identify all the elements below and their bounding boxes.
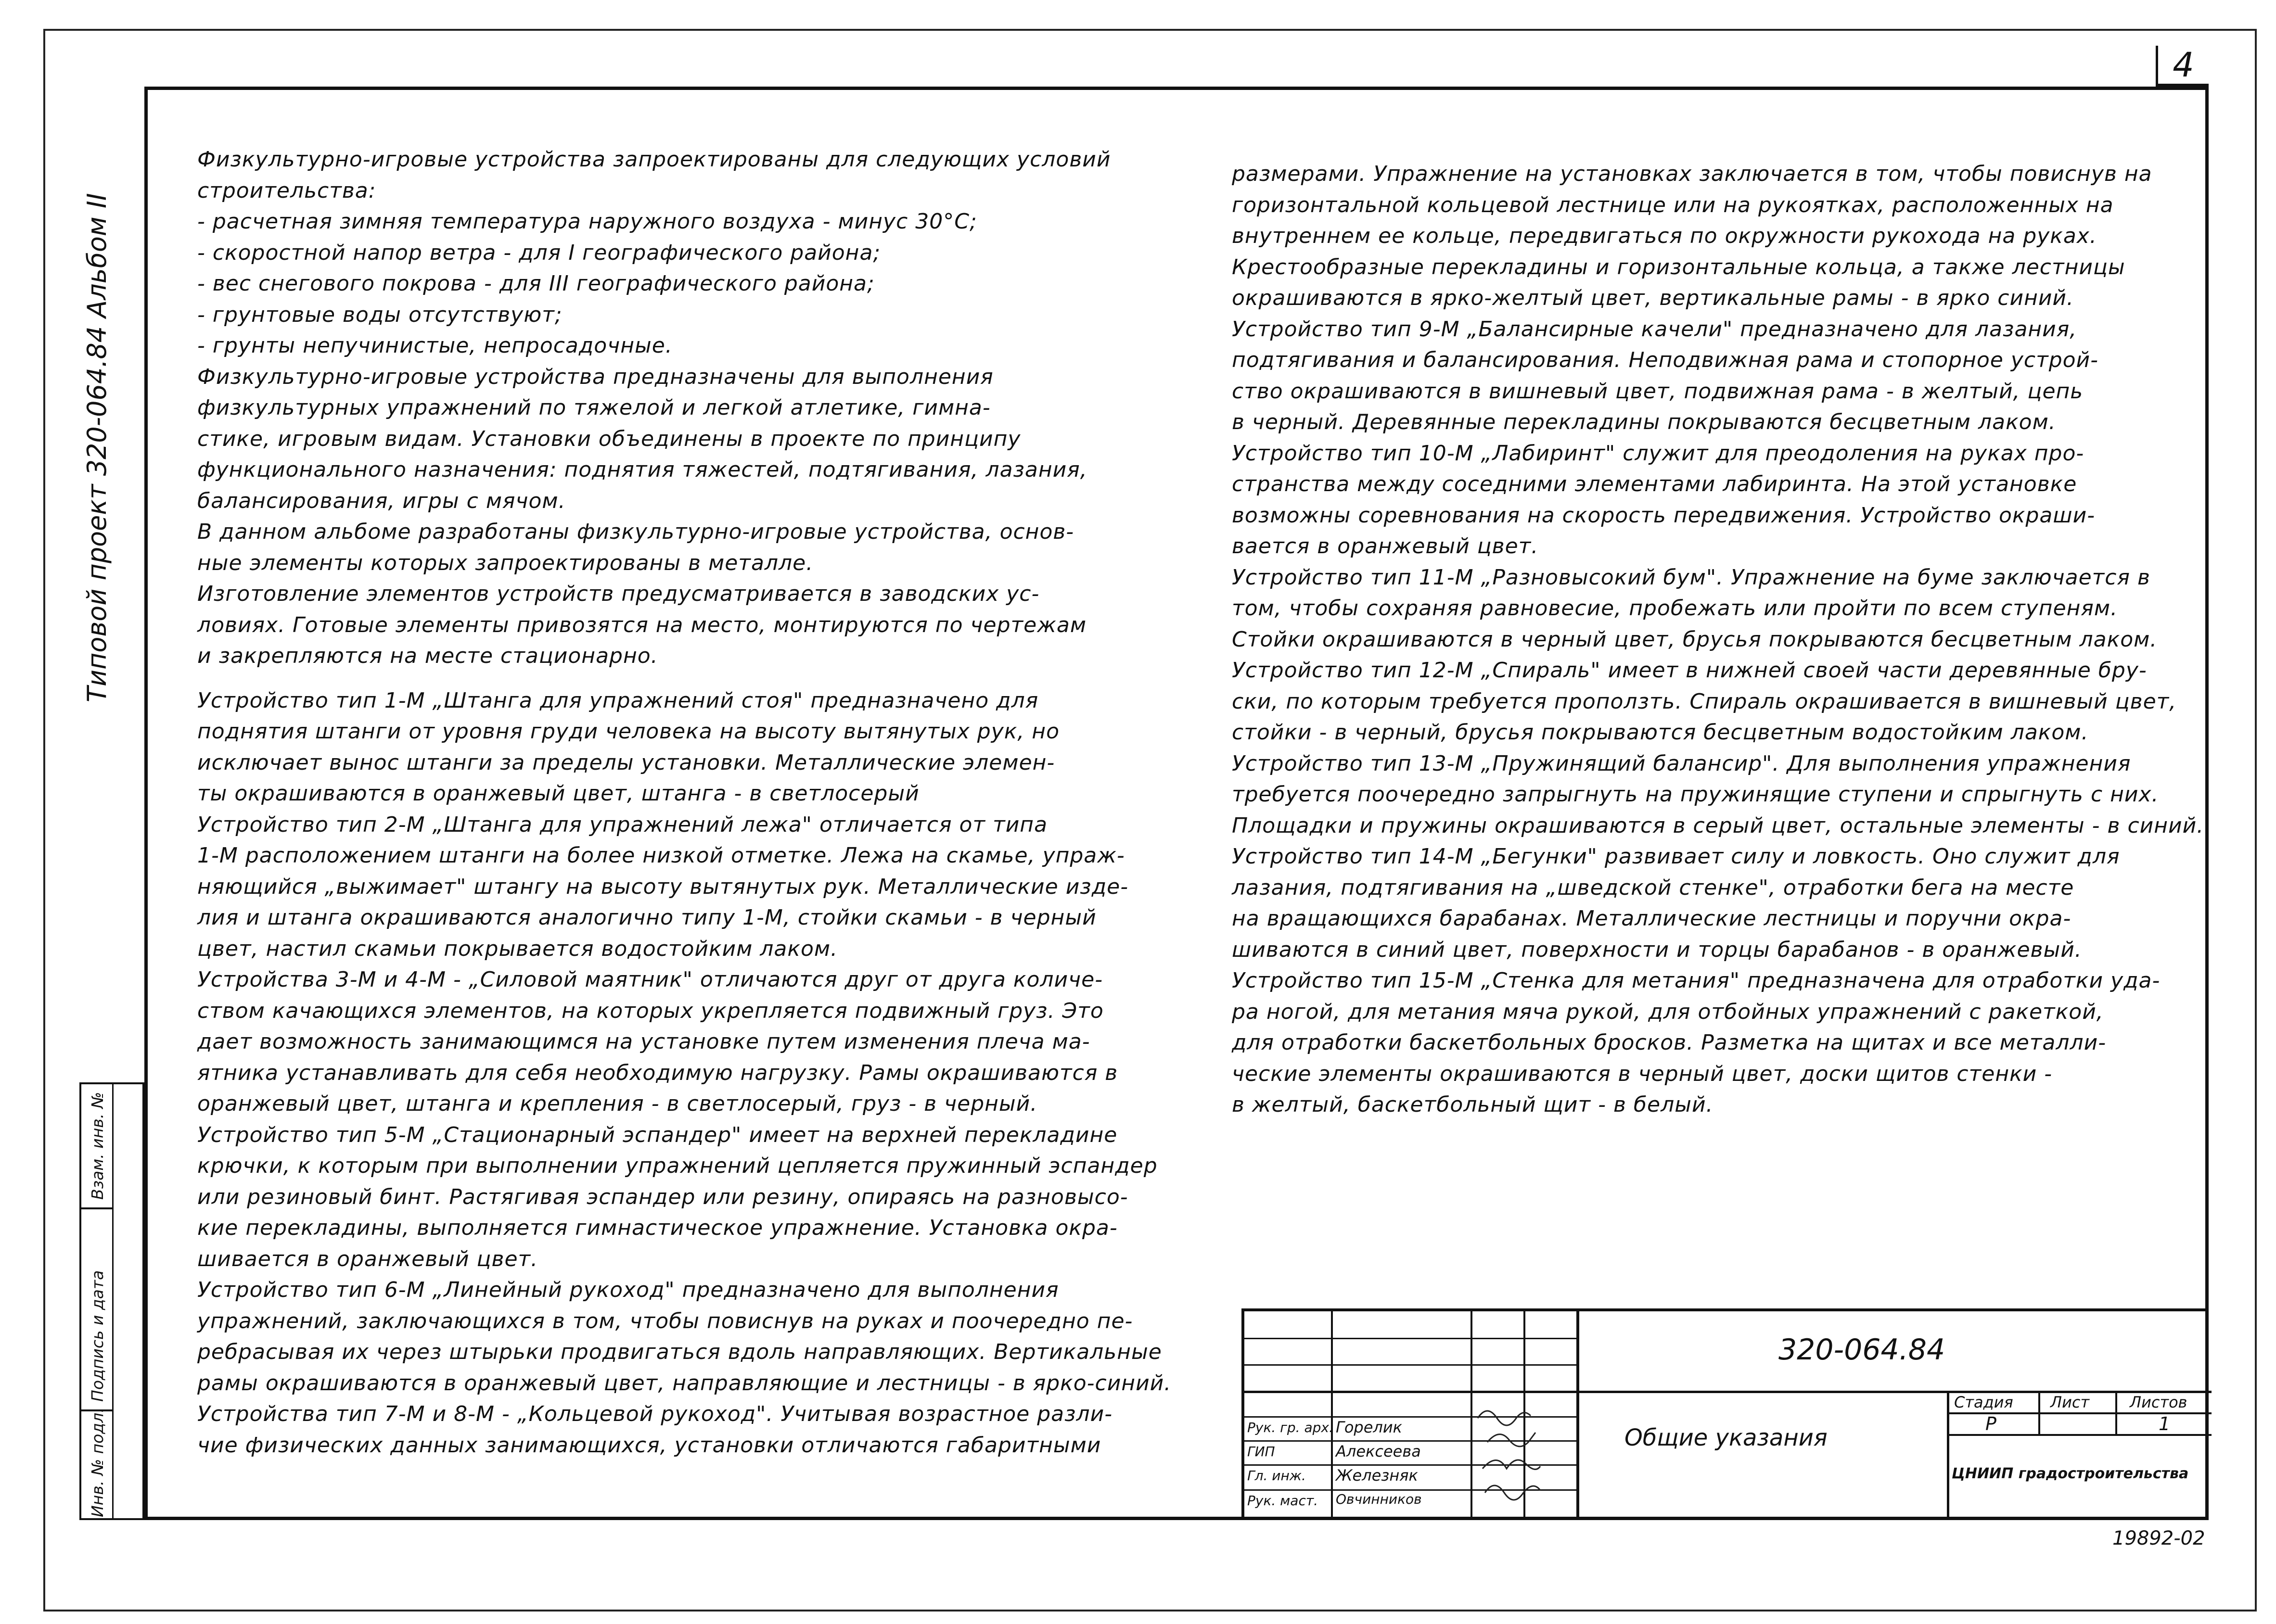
text-line: - расчетная зимняя температура наружного воздуха - минус 30°С; xyxy=(197,209,977,234)
text-line: вается в оранжевый цвет. xyxy=(1232,534,1539,558)
document-code: 320-064.84 xyxy=(1778,1333,1945,1367)
role-label: Рук. маст. xyxy=(1247,1493,1318,1509)
text-line: ловиях. Готовые элементы привозятся на место, монтируются по чертежам xyxy=(197,612,1087,637)
text-line: размерами. Упражнение на установках заключается в том, чтобы повиснув на xyxy=(1232,162,2152,186)
text-line: горизонтальной кольцевой лестнице или на рукоятках, расположенных на xyxy=(1232,192,2114,217)
binding-stamp xyxy=(79,1082,144,1520)
role-label: ГИП xyxy=(1247,1444,1275,1459)
text-line: поднятия штанги от уровня груди человека на высоту вытянутых рук, но xyxy=(197,719,1060,744)
text-line: Стойки окрашиваются в черный цвет, брусья покрываются бесцветным лаком. xyxy=(1232,627,2158,652)
document-title: Общие указания xyxy=(1624,1424,1828,1451)
text-line: исключает вынос штанги за пределы установки. Металлические элемен- xyxy=(197,750,1055,775)
text-line: Устройство тип 15-М „Стенка для метания" предназначена для отработки уда- xyxy=(1232,968,2161,993)
text-line: и закрепляются на месте стационарно. xyxy=(197,644,658,668)
text-line: няющийся „выжимает" штангу на высоту вытянутых рук. Металлические изде- xyxy=(197,874,1129,899)
text-line: Устройство тип 14-М „Бегунки" развивает силу и ловкость. Оно служит для xyxy=(1232,844,2120,869)
text-line: том, чтобы сохраняя равновесие, пробежать или пройти по всем ступеням. xyxy=(1232,596,2118,621)
text-line: физкультурных упражнений по тяжелой и легкой атлетике, гимна- xyxy=(197,395,991,420)
text-line: или резиновый бинт. Растягивая эспандер или резину, опираясь на разновысо- xyxy=(197,1184,1128,1209)
binding-title: Типовой проект 320-064.84 Альбом II xyxy=(82,193,112,702)
text-line: Физкультурно-игровые устройства предназначены для выполнения xyxy=(197,364,994,389)
text-line: для отработки баскетбольных бросков. Разметка на щитах и все металли- xyxy=(1232,1030,2107,1055)
text-line: подтягивания и балансирования. Неподвижная рама и стопорное устрой- xyxy=(1232,348,2099,372)
text-line: крючки, к которым при выполнении упражнений цепляется пружинный эспандер xyxy=(197,1154,1158,1178)
text-line: Устройство тип 5-М „Стационарный эспандер" имеет на верхней перекладине xyxy=(197,1122,1118,1147)
text-line: внутреннем ее кольце, передвигаться по окружности рукохода на руках. xyxy=(1232,224,2097,248)
text-line: Устройство тип 6-М „Линейный рукоход" предназначено для выполнения xyxy=(197,1278,1059,1302)
stamp-label: Инв. № подл. xyxy=(88,1408,107,1517)
text-line: функционального назначения: поднятия тяжестей, подтягивания, лазания, xyxy=(197,457,1087,482)
text-line: ческие элементы окрашиваются в черный цвет, доски щитов стенки - xyxy=(1232,1061,2053,1086)
text-line: лазания, подтягивания на „шведской стенке", отработки бега на месте xyxy=(1232,875,2074,900)
paragraph-gap xyxy=(197,672,1171,685)
text-line: Изготовление элементов устройств предусматривается в заводских ус- xyxy=(197,582,1040,606)
text-line: странства между соседними элементами лабиринта. На этой установке xyxy=(1232,472,2077,496)
text-line: кие перекладины, выполняется гимнастическое упражнение. Установка окра- xyxy=(197,1216,1118,1240)
text-line: окрашиваются в ярко-желтый цвет, вертикальные рамы - в ярко синий. xyxy=(1232,286,2074,310)
role-label: Гл. инж. xyxy=(1247,1468,1306,1484)
text-line: ребрасывая их через штырьки продвигаться вдоль направляющих. Вертикальные xyxy=(197,1340,1162,1364)
text-line: требуется поочередно запрыгнуть на пружинящие ступени и спрыгнуть с них. xyxy=(1232,782,2159,807)
text-line: на вращающихся барабанах. Металлические лестницы и поручни окра- xyxy=(1232,906,2071,931)
text-line: ство окрашиваются в вишневый цвет, подвижная рама - в желтый, цепь xyxy=(1232,379,2084,404)
text-line: Устройство тип 13-М „Пружинящий балансир". Для выполнения упражнения xyxy=(1232,751,2131,776)
text-line: шиваются в синий цвет, поверхности и торцы барабанов - в оранжевый. xyxy=(1232,937,2082,962)
text-line: в желтый, баскетбольный щит - в белый. xyxy=(1232,1092,1713,1117)
text-line: - вес снегового покрова - для III географического района; xyxy=(197,271,875,296)
stamp-label: Подпись и дата xyxy=(88,1270,107,1402)
text-line: Устройство тип 12-М „Спираль" имеет в нижней своей части деревянные бру- xyxy=(1232,658,2147,683)
text-line: возможны соревнования на скорость передвижения. Устройство окраши- xyxy=(1232,503,2096,528)
text-line: упражнений, заключающихся в том, чтобы повиснув на руках и поочередно пе- xyxy=(197,1308,1133,1333)
text-line: строительства: xyxy=(197,178,376,203)
text-line: цвет, настил скамьи покрывается водостойким лаком. xyxy=(197,936,838,961)
text-line: Крестообразные перекладины и горизонтальные кольца, а также лестницы xyxy=(1232,254,2125,279)
text-line: Устройство тип 1-М „Штанга для упражнений стоя" предназначено для xyxy=(197,688,1039,713)
stamp-label: Взам. инв. № xyxy=(88,1091,107,1200)
text-line: - грунтовые воды отсутствуют; xyxy=(197,302,563,327)
text-line: ятника устанавливать для себя необходимую нагрузку. Рамы окрашиваются в xyxy=(197,1060,1118,1085)
text-line: шивается в оранжевый цвет. xyxy=(197,1246,538,1271)
text-line: рамы окрашиваются в оранжевый цвет, направляющие и лестницы - в ярко-синий. xyxy=(197,1370,1172,1396)
organization: ЦНИИП градостроительства xyxy=(1952,1465,2189,1482)
stage-header: Стадия xyxy=(1954,1393,2013,1411)
text-line: Устройство тип 9-М „Балансирные качели" предназначено для лазания, xyxy=(1232,317,2077,342)
text-line: чие физических данных занимающихся, установки отличаются габаритными xyxy=(197,1433,1101,1458)
text-line: - скоростной напор ветра - для I географического района; xyxy=(197,240,881,265)
text-line: Устройства 3-М и 4-М - „Силовой маятник" отличаются друг от друга количе- xyxy=(197,967,1103,992)
sheet-number: 4 xyxy=(2156,46,2209,87)
sheets-value: 1 xyxy=(2159,1413,2171,1434)
text-line: стике, игровым видам. Установки объединены в проекте по принципу xyxy=(197,426,1021,451)
text-line: В данном альбоме разработаны физкультурно-игровые устройства, основ- xyxy=(197,520,1074,544)
text-line: в черный. Деревянные перекладины покрываются бесцветным лаком. xyxy=(1232,410,2056,434)
person-name: Алексеева xyxy=(1336,1442,1421,1460)
text-line: Устройство тип 2-М „Штанга для упражнений лежа" отличается от типа xyxy=(197,812,1048,837)
text-line: ты окрашиваются в оранжевый цвет, штанга - в светлосерый xyxy=(197,781,920,806)
text-line: Устройства тип 7-М и 8-М - „Кольцевой рукоход". Учитывая возрастное разли- xyxy=(197,1402,1113,1426)
right-text-column xyxy=(1232,159,2204,1121)
text-line: ски, по которым требуется проползть. Спираль окрашивается в вишневый цвет, xyxy=(1232,689,2177,714)
left-text-column xyxy=(197,144,1171,1461)
text-line: Площадки и пружины окрашиваются в серый цвет, остальные элементы - в синий. xyxy=(1232,813,2204,838)
signatures xyxy=(1473,1394,1574,1517)
text-line: ра ногой, для метания мяча рукой, для отбойных упражнений с ракеткой, xyxy=(1232,999,2104,1024)
text-line: 1-М расположением штанги на более низкой отметке. Лежа на скамье, упраж- xyxy=(197,843,1125,868)
text-line: ством качающихся элементов, на которых укрепляется подвижный груз. Это xyxy=(197,998,1104,1023)
text-line: балансирования, игры с мячом. xyxy=(197,488,566,513)
text-line: дает возможность занимающимся на установке путем изменения плеча ма- xyxy=(197,1029,1090,1054)
person-name: Железняк xyxy=(1336,1466,1418,1484)
sheet-header: Лист xyxy=(2050,1393,2090,1411)
sheets-header: Листов xyxy=(2130,1393,2187,1411)
person-name: Овчинников xyxy=(1336,1491,1422,1507)
footer-number: 19892-02 xyxy=(2112,1527,2205,1549)
text-line: стойки - в черный, брусья покрываются бесцветным водостойким лаком. xyxy=(1232,720,2089,745)
text-line: Физкультурно-игровые устройства запроектированы для следующих условий xyxy=(197,147,1111,172)
text-line: - грунты непучинистые, непросадочные. xyxy=(197,333,673,358)
role-label: Рук. гр. арх. xyxy=(1247,1420,1333,1435)
text-line: ные элементы которых запроектированы в металле. xyxy=(197,550,814,575)
person-name: Горелик xyxy=(1336,1418,1402,1436)
text-line: лия и штанга окрашиваются аналогично типу 1-М, стойки скамьи - в черный xyxy=(197,905,1097,930)
text-line: оранжевый цвет, штанга и крепления - в светлосерый, груз - в черный. xyxy=(197,1091,1038,1116)
stage-value: Р xyxy=(1985,1413,1996,1434)
title-block xyxy=(1241,1308,2209,1520)
text-line: Устройство тип 10-М „Лабиринт" служит для преодоления на руках про- xyxy=(1232,441,2084,466)
text-line: Устройство тип 11-М „Разновысокий бум". Упражнение на буме заключается в xyxy=(1232,565,2150,590)
